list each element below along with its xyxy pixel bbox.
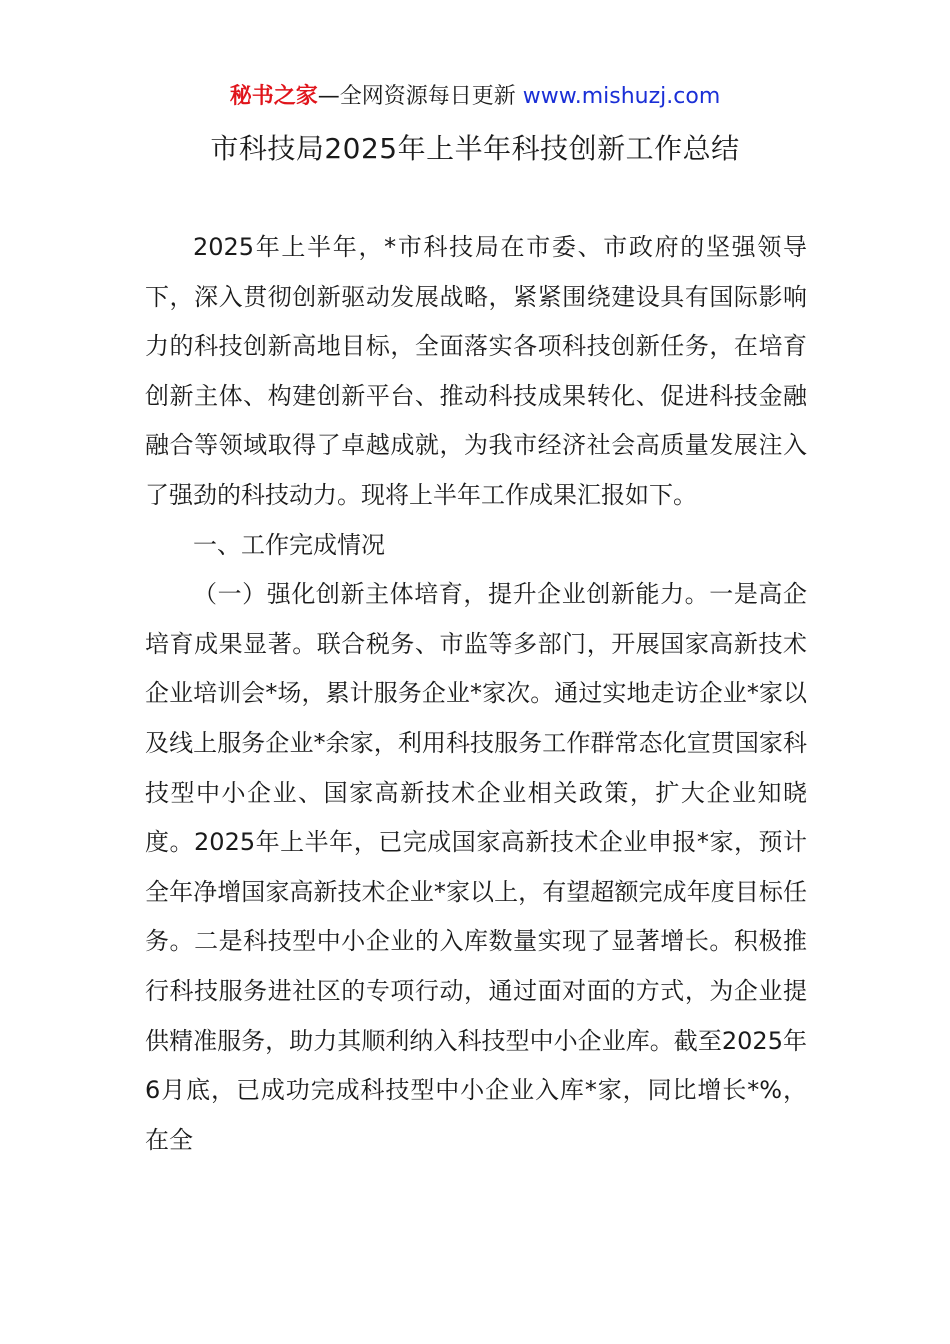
intro-paragraph: 2025年上半年，*市科技局在市委、市政府的坚强领导下，深入贯彻创新驱动发展战略，紧紧围绕建设具有国际影响力的科技创新高地目标，全面落实各项科技创新任务，在培育创新主体、构建创新平台、推动科技成果转化、促进科技金融融合等领域取得了卓越成就，为我市经济社会高质量发展注入了强劲的科技动力。现将上半年工作成果汇报如下。 <box>145 233 807 509</box>
header-tagline: —全网资源每日更新 <box>317 84 523 109</box>
document-body <box>145 223 807 1165</box>
brand-name: 秘书之家 <box>229 84 318 109</box>
site-url-link[interactable]: www.mishuzj.com <box>522 84 721 109</box>
site-header <box>0 82 950 112</box>
document-title: 市科技局2025年上半年科技创新工作总结 <box>210 132 740 165</box>
section-heading: 一、工作完成情况 <box>193 530 385 559</box>
body-paragraph: （一）强化创新主体培育，提升企业创新能力。一是高企培育成果显著。联合税务、市监等多部门，开展国家高新技术企业培训会*场，累计服务企业*家次。通过实地走访企业*家以及线上服务企业*余家，利用科技服务工作群常态化宣贯国家科技型中小企业、国家高新技术企业相关政策，扩大企业知晓度。2025年上半年，已完成国家高新技术企业申报*家，预计全年净增国家高新技术企业*家以上，有望超额完成年度目标任务。二是科技型中小企业的入库数量实现了显著增长。积极推行科技服务进社区的专项行动，通过面对面的方式，为企业提供精准服务，助力其顺利纳入科技型中小企业库。截至2025年6月底，已成功完成科技型中小企业入库*家，同比增长*%，在全 <box>145 580 807 1154</box>
